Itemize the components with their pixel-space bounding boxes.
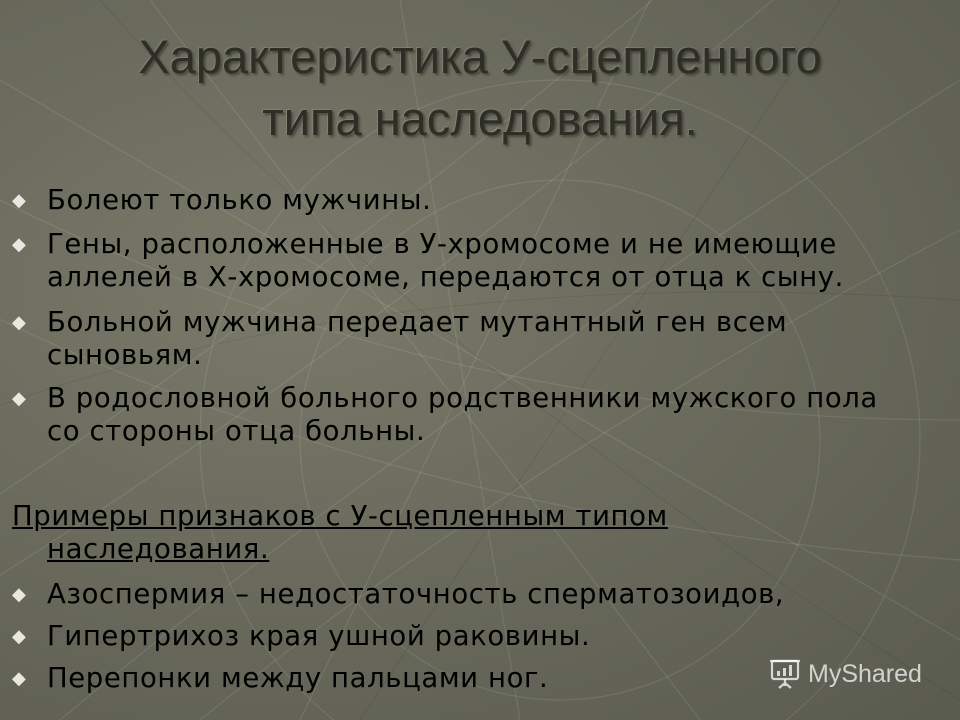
bullet-text: В родословной больного родственники мужского пола со стороны отца больны. — [47, 382, 878, 447]
list-item — [12, 620, 942, 653]
diamond-bullet-icon: ◆ — [12, 584, 27, 605]
diamond-bullet-icon: ◆ — [12, 668, 27, 689]
diamond-bullet-icon: ◆ — [12, 190, 27, 211]
bullet-text: Гены, расположенные в У-хромосоме и не имеющие аллелей в Х-хромосоме, передаются от отца к сыну. — [47, 228, 844, 293]
bullet-text: Болеют только мужчины. — [47, 184, 432, 216]
list-item — [12, 184, 942, 217]
title-line-2: типа наследования. — [262, 92, 698, 145]
slide-title — [0, 26, 960, 150]
diamond-bullet-icon: ◆ — [12, 234, 27, 255]
diamond-bullet-icon: ◆ — [12, 626, 27, 647]
diamond-bullet-icon: ◆ — [12, 388, 27, 409]
list-item — [12, 578, 942, 611]
examples-heading — [12, 500, 912, 566]
watermark — [768, 656, 922, 692]
bullet-text: Больной мужчина передает мутантный ген всем сыновьям. — [47, 306, 788, 371]
examples-heading-line-1: Примеры признаков с У-сцепленным типом — [12, 500, 668, 532]
list-item — [12, 382, 882, 448]
example-text: Гипертрихоз края ушной раковины. — [47, 620, 591, 652]
list-item — [12, 228, 912, 294]
diamond-bullet-icon: ◆ — [12, 312, 27, 333]
example-text: Азоспермия – недостаточность сперматозоидов, — [47, 578, 785, 610]
presentation-board-icon — [768, 658, 802, 690]
list-item — [12, 306, 852, 372]
title-line-1: Характеристика У-сцепленного — [138, 30, 822, 83]
examples-heading-line-2: наследования. — [47, 533, 270, 565]
watermark-text: MyShared — [808, 659, 922, 688]
example-text: Перепонки между пальцами ног. — [47, 662, 549, 694]
